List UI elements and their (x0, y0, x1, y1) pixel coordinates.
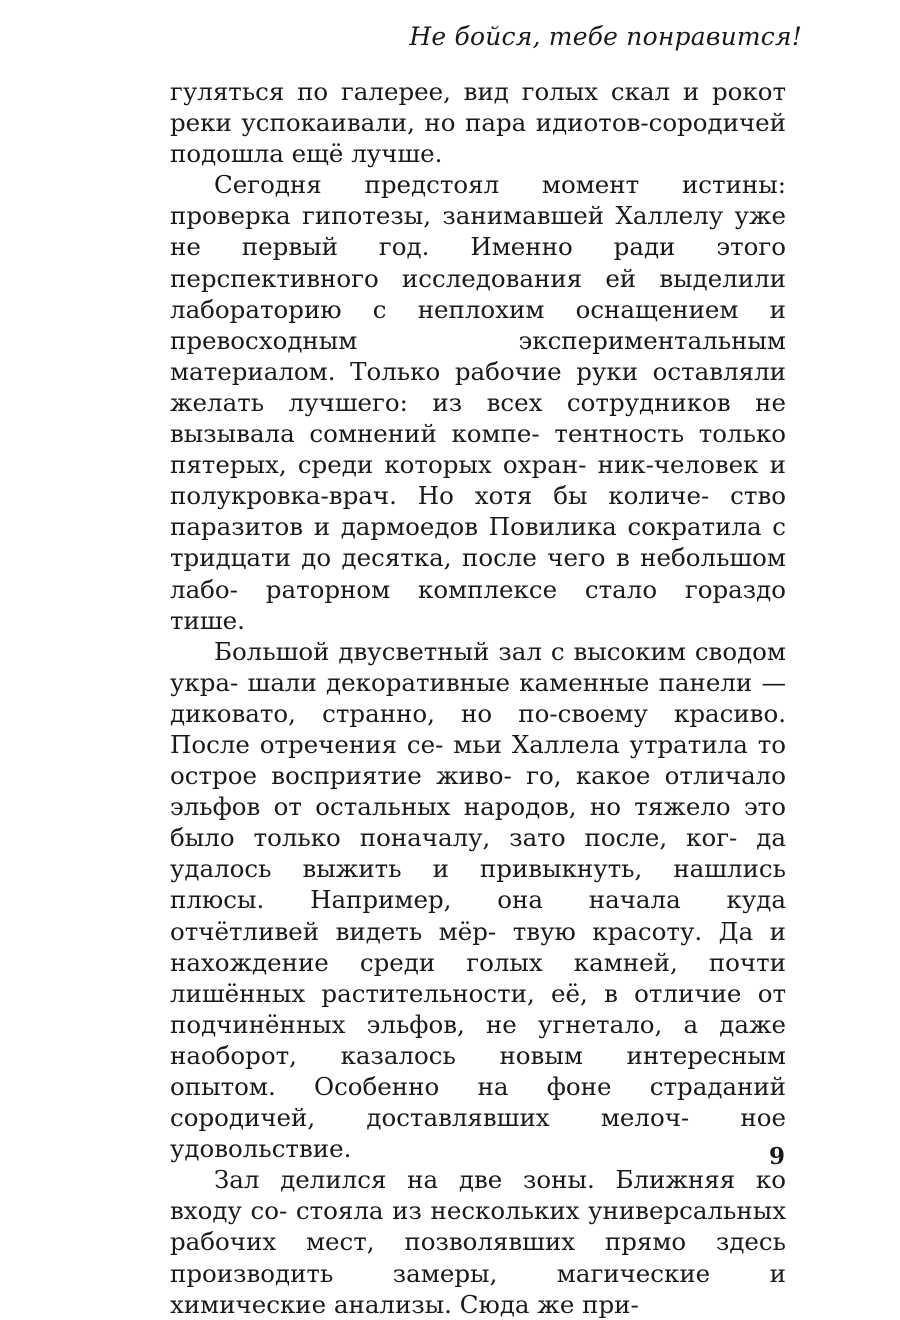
text-line: ное удовольствие. (170, 1103, 786, 1164)
page-body (170, 76, 786, 1320)
text-line: ник-человек и полукровка-врач. Но хотя бы количе- (170, 450, 787, 511)
text-line: гуляться по галерее, вид голых скал и рокот реки (170, 77, 786, 138)
text-line: да удалось выжить и привыкнуть, нашлись плюсы. (170, 823, 786, 915)
text-line: Например, она начала куда отчётливей видеть мёр- (170, 885, 786, 946)
text-line: казалось новым интересным опытом. Особенно на (170, 1040, 786, 1101)
text-line: го, какое отличало эльфов от остальных народов, но (170, 761, 786, 822)
text-line: раторном комплексе стало гораздо тише. (170, 574, 786, 635)
text-line: странно, но по-своему красиво. После отречения се- (170, 698, 786, 759)
page-number: 9 (768, 1143, 785, 1170)
text-line: магические и химические анализы. Сюда же при- (170, 1258, 786, 1319)
paragraph-3 (170, 636, 786, 1165)
text-line: Именно ради этого перспективного исследования (170, 232, 786, 293)
text-line: позволявших прямо здесь производить замеры, (170, 1227, 786, 1288)
paragraph-1 (170, 76, 786, 169)
text-line: мьи Халлела утратила то острое восприятие живо- (170, 729, 786, 791)
text-line: тридцати до десятка, после чего в небольшом лабо- (170, 543, 786, 604)
text-line: стояла из нескольких универсальных рабочих мест, (170, 1196, 787, 1257)
text-line: Зал делился на две зоны. Ближняя ко входу со- (170, 1165, 786, 1226)
text-line: гипотезы, занимавшей Халлелу уже не первый год. (170, 201, 786, 262)
text-line: Только рабочие руки оставляли желать лучшего: (170, 356, 786, 417)
text-line: ещё лучше. (291, 139, 443, 169)
text-line: твую красоту. Да и нахождение среди голых камней, (170, 916, 787, 977)
text-line: тяжело это было только поначалу, зато после, ког- (170, 792, 786, 853)
text-line: Большой двусветный зал с высоким сводом укра- (170, 636, 786, 697)
text-line: и превосходным экспериментальным материалом. (170, 294, 786, 386)
text-line: тентность только пятерых, среди которых охран- (170, 419, 787, 480)
text-line: из всех сотрудников не вызывала сомнений компе- (170, 387, 786, 449)
text-line: подчинённых эльфов, не угнетало, а даже наоборот, (170, 1009, 786, 1070)
text-line: успокаивали, но пара идиотов-сородичей подошла (170, 108, 786, 169)
text-line: почти лишённых растительности, её, в отличие от (170, 947, 786, 1008)
text-line: шали декоративные каменные панели — диковато, (170, 667, 786, 728)
text-line: Сегодня предстоял момент истины: проверка (170, 170, 786, 231)
text-line: ство паразитов и дармоедов Повилика сократила с (170, 481, 786, 542)
paragraph-4 (170, 1164, 786, 1319)
text-line: ей выделили лабораторию с неплохим оснащением (170, 263, 787, 324)
paragraph-2 (170, 169, 786, 635)
running-header: Не бойся, тебе понравится! (409, 22, 802, 51)
text-line: фоне страданий сородичей, доставлявших мелоч- (170, 1072, 786, 1133)
